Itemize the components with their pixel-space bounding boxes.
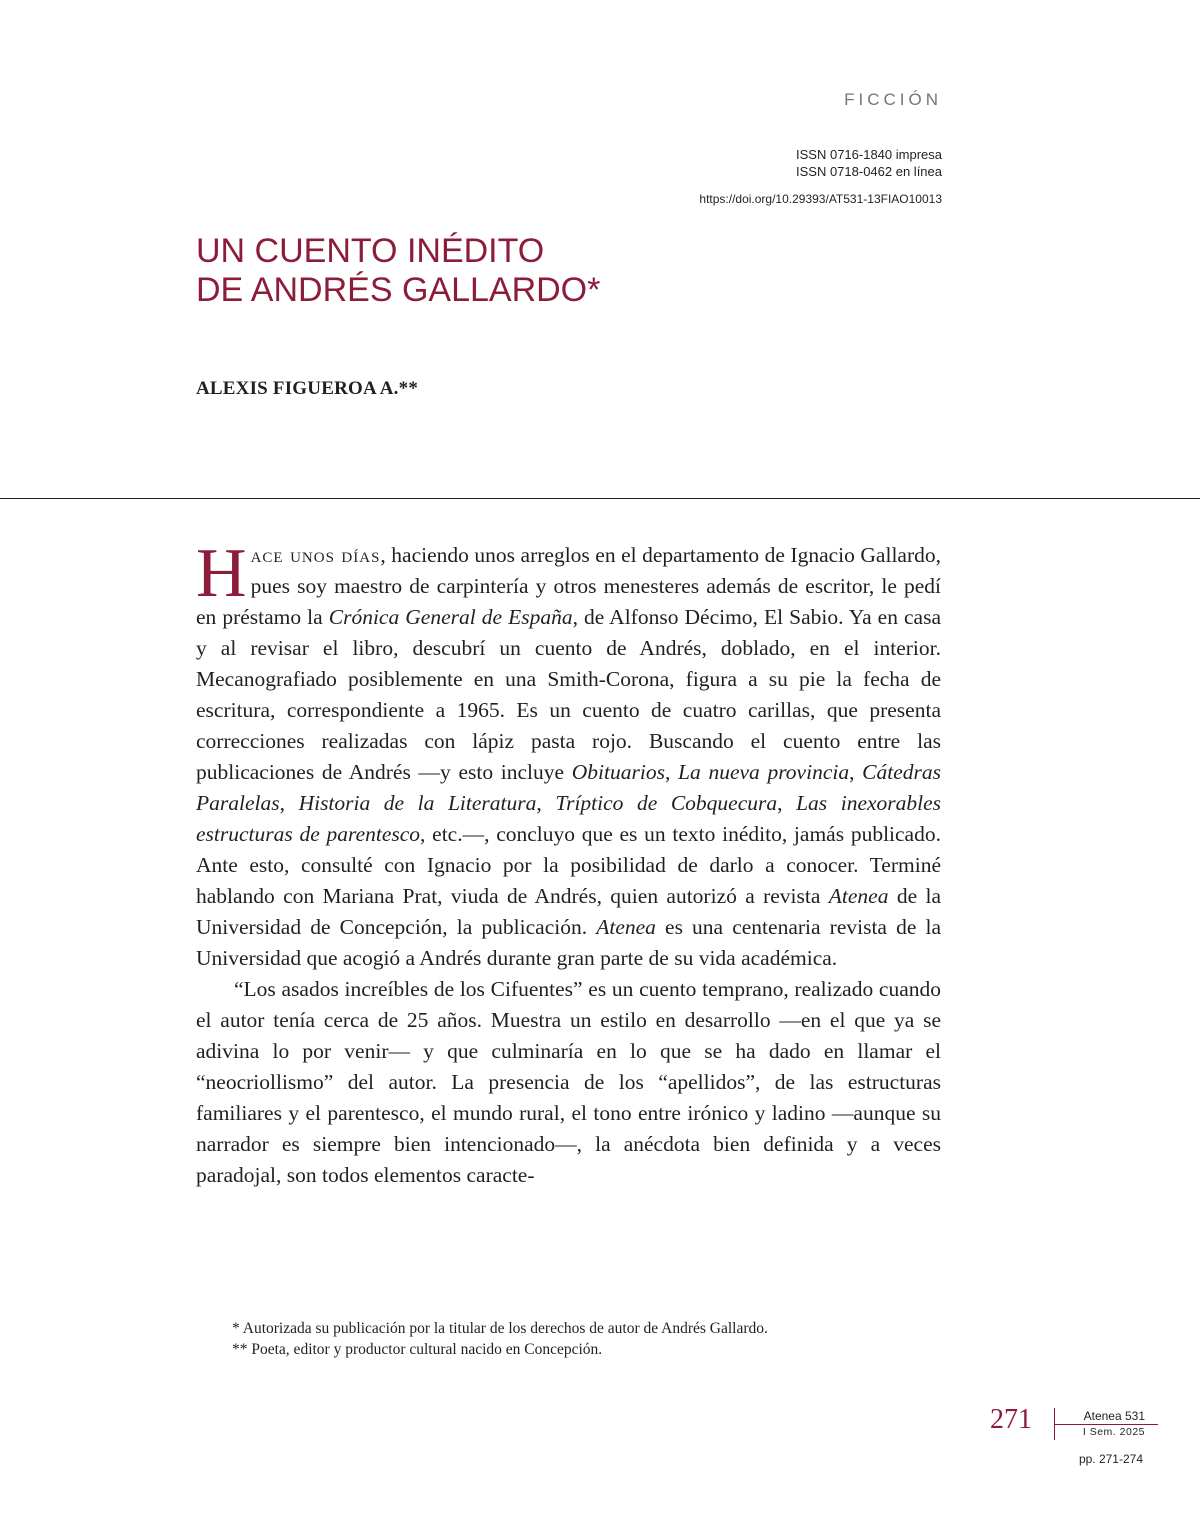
footnotes	[232, 1318, 768, 1360]
text-run: , haciendo unos arreglos en el departamento de Ignacio Gallardo, pues soy maestro de carpintería y otros menesteres además de escritor, le pedí en préstamo la	[196, 543, 941, 629]
text-run: ,	[849, 760, 863, 784]
book-title: Historia de la Literatura	[298, 791, 537, 815]
book-title: La nueva provincia	[678, 760, 850, 784]
footnote-2: ** Poeta, editor y productor cultural nacido en Concepción.	[232, 1341, 603, 1358]
drop-cap: H	[196, 535, 247, 612]
issn-online: ISSN 0718-0462 en línea	[796, 164, 942, 179]
journal-name: Atenea	[828, 884, 889, 908]
text-run: ,	[279, 791, 299, 815]
journal-semester: I Sem. 2025	[1082, 1426, 1145, 1438]
text-run: ,	[777, 791, 797, 815]
book-title: Obituarios	[571, 760, 665, 784]
text-run: , etc.—, concluyo que es un texto inédito, jamás publicado. Ante esto, consulté con Ignacio por la posibilidad de darlo a conocer. Terminé hablando con Mariana Prat, viuda de Andrés, quien autorizó a revista	[196, 822, 941, 908]
journal-name: Atenea	[596, 915, 656, 939]
title-line-1: UN CUENTO INÉDITO	[196, 232, 545, 270]
text-run: ,	[664, 760, 679, 784]
book-title: Cátedras Paralelas	[196, 760, 942, 815]
paragraph-1	[196, 535, 942, 974]
book-title: Tríptico de Cobquecura	[555, 791, 778, 815]
issn-block	[796, 146, 942, 180]
book-title: Crónica General de España	[328, 605, 573, 629]
page-number: 271	[990, 1404, 1032, 1435]
footnote-1: * Autorizada su publicación por la titular de los derechos de autor de Andrés Gallardo.	[232, 1320, 768, 1337]
header-divider	[0, 498, 1200, 499]
article-title	[196, 232, 600, 310]
text-run: ,	[536, 791, 556, 815]
issn-print: ISSN 0716-1840 impresa	[796, 147, 942, 162]
author-name: ALEXIS FIGUEROA A.**	[196, 378, 419, 399]
section-label: FICCIÓN	[844, 90, 942, 109]
lead-in: ace unos días	[250, 543, 381, 567]
text-run: , de Alfonso Décimo, El Sabio. Ya en casa y al revisar el libro, descubrí un cuento de Andrés, doblado, en el interior. Mecanografiado posiblemente en una Smith-Corona, figura a su pie la fecha de escritura, correspondiente a 1965. Es un cuento de cuatro carillas, que presenta correcciones realizadas con lápiz pasta rojo. Buscando el cuento entre las publicaciones de Andrés —y esto incluye	[196, 605, 942, 784]
page-range: pp. 271-274	[1078, 1452, 1143, 1466]
text-run: es una centenaria revista de la Universidad que acogió a Andrés durante gran parte de su vida académica.	[196, 915, 942, 970]
article-body	[196, 535, 942, 1191]
paragraph-2: “Los asados increíbles de los Cifuentes” es un cuento temprano, realizado cuando el autor tenía cerca de 25 años. Muestra un estilo en desarrollo —en el que ya se adivina lo por venir— y que culminaría en lo que se ha dado en llamar el “neocriollismo” del autor. La presencia de los “apellidos”, de las estructuras familiares y el parentesco, el mundo rural, el tono entre irónico y ladino —aunque su narrador es siempre bien intencionado—, la anécdota bien definida y a veces paradojal, son todos elementos caracte-	[196, 977, 941, 1187]
book-title: Las inexorables estructuras de parentesco	[196, 791, 942, 846]
title-line-2: DE ANDRÉS GALLARDO*	[196, 271, 601, 309]
footer-horizontal-rule	[1054, 1424, 1158, 1425]
text-run: de la Universidad de Concepción, la publicación.	[196, 884, 941, 939]
doi-link[interactable]: https://doi.org/10.29393/AT531-13FIAO10013	[699, 192, 942, 206]
journal-issue: Atenea 531	[1083, 1409, 1145, 1423]
